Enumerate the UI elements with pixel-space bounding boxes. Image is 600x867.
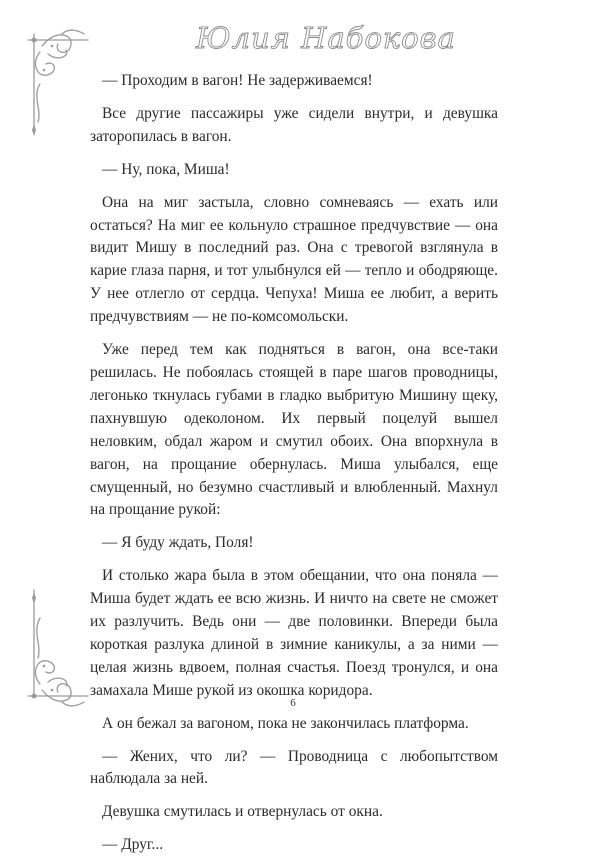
ornament-top-left-icon xyxy=(22,24,94,140)
paragraph: — Ну, пока, Миша! xyxy=(102,160,230,178)
chapter-body-text xyxy=(90,70,498,867)
paragraph: — Друг... xyxy=(102,836,164,854)
paragraph: Уже перед тем как подняться в вагон, она все-таки решилась. Не побоялась стоящей в паре шагов проводницы, легонько ткнулась губами в гладко выбритую Мишину щеку, пахнувшую одеколоном. Их первый поцелуй вышел неловким, обдал жаром и смутил обоих. Она впорхнула в вагон, на прощание обернулась. Миша улыбался, еще смущенный, но безумно счастливый и влюбленный. Махнул на прощание рукой: xyxy=(90,341,498,519)
ornament-bottom-left-icon xyxy=(22,588,94,712)
paragraph: И столько жара была в этом обещании, что она поняла — Миша будет ждать ее всю жизнь. И ничто на свете не сможет их разлучить. Ведь они — две половинки. Впереди была короткая разлука длиной в зимние каникулы, а за ними — целая жизнь вдвоем, полная счастья. Поезд тронулся, и она замахала Мише рукой из окошка коридора. xyxy=(90,567,498,699)
paragraph: Все другие пассажиры уже сидели внутри, и девушка заторопилась в вагон. xyxy=(90,104,498,145)
page-number: 6 xyxy=(290,697,296,709)
paragraph: А он бежал за вагоном, пока не закончилась платформа. xyxy=(102,714,469,732)
paragraph: Она на миг застыла, словно сомневаясь — ехать или остаться? На миг ее кольнуло страшное предчувствие — она видит Мишу в последний раз. Она с тревогой взглянула в карие глаза парня, и тот улыбнулся ей — тепло и ободряюще. У нее отлегло от сердца. Чепуха! Миша ее любит, а верить предчувствиям — не по-комсомольски. xyxy=(90,193,498,326)
paragraph: — Я буду ждать, Поля! xyxy=(102,534,254,552)
paragraph: — Жених, что ли? — Проводница с любопытством наблюдала за ней. xyxy=(90,747,498,788)
paragraph: Девушка смутилась и отвернулась от окна. xyxy=(102,803,383,821)
paragraph: — Проходим в вагон! Не задерживаемся! xyxy=(102,72,373,89)
running-header-author: Юлия Набокова xyxy=(196,21,456,55)
